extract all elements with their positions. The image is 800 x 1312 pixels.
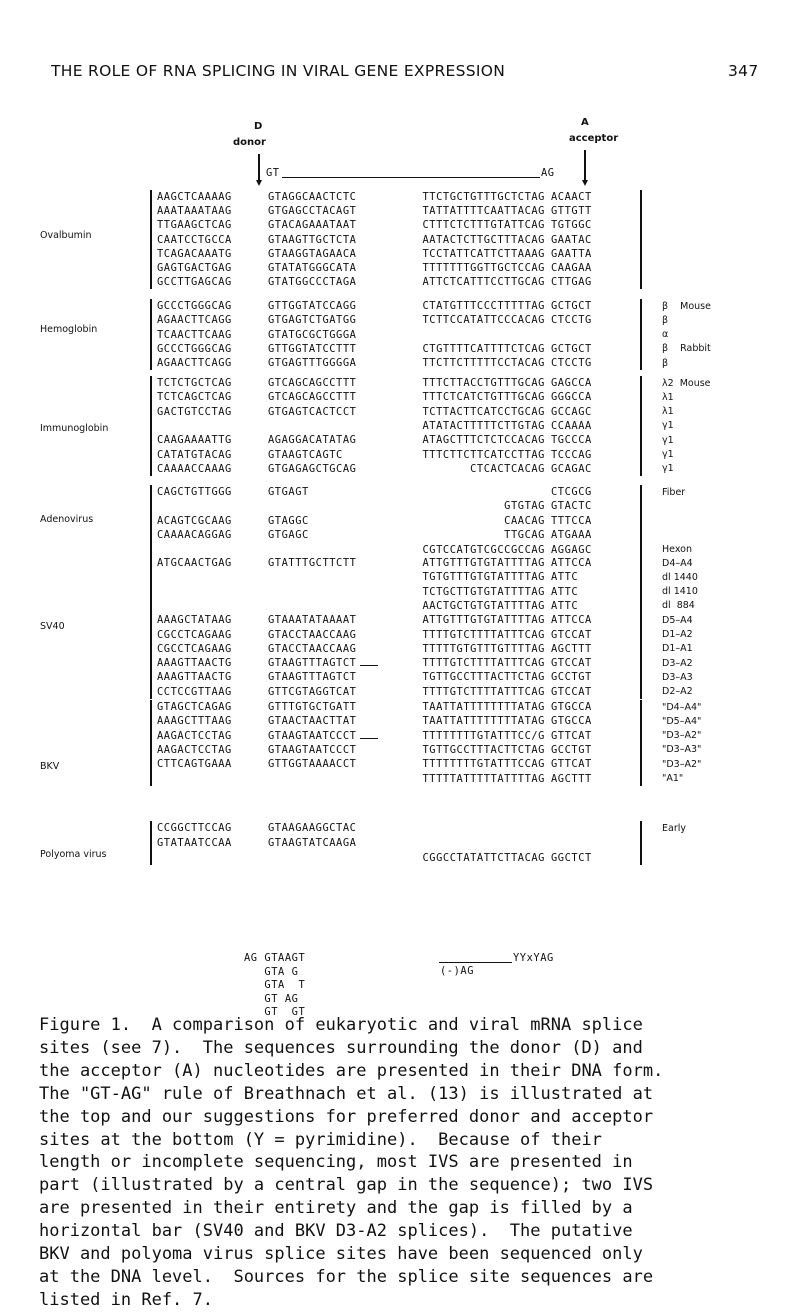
intron-acceptor-seq: TTTTGTCTTTTATTTCAG <box>422 657 545 670</box>
row-note: β <box>662 314 669 326</box>
exon-donor-seq: CAATCCTGCCA <box>157 233 232 246</box>
donor-label: donor <box>233 137 266 148</box>
exon-acceptor-seq: GCTGCT <box>551 342 592 355</box>
intron-acceptor-seq: TTTTTTTTGTATTTCC/G <box>422 729 545 742</box>
exon-acceptor-seq: ATTC <box>551 585 579 598</box>
intron-donor-seq: GTAGGCAACTCTC <box>268 191 357 203</box>
full-intron-bar <box>360 738 378 739</box>
exon-donor-seq: AAATAAATAAG <box>157 205 232 218</box>
exon-acceptor-seq: ATTC <box>551 599 579 612</box>
exon-donor-seq: TCAACTTCAAG <box>157 328 232 341</box>
row-note: "D5–A4" <box>662 715 702 727</box>
exon-donor-seq: TTGAAGCTCAG <box>157 219 232 232</box>
exon-donor-seq: GCCCTGGGCAG <box>157 342 232 355</box>
row-note: "D4–A4" <box>662 701 702 713</box>
exon-donor-seq: CAAAACCAAAG <box>157 462 232 475</box>
exon-donor-seq: AGAACTTCAGG <box>157 357 232 370</box>
consensus-donor-line: GT GT <box>244 1006 306 1019</box>
intron-donor-seq: GTTGGTAAAACCT <box>268 758 357 771</box>
exon-donor-seq: CAAGAAAATTG <box>157 434 232 447</box>
exon-acceptor-seq: ACAACT <box>551 191 592 203</box>
intron-acceptor-seq: TTTTGTCTTTTATTTCAG <box>422 685 545 698</box>
intron-acceptor-seq: TTTCTTACCTGTTTGCAG <box>422 377 545 389</box>
exon-acceptor-seq: GAATAC <box>551 233 592 246</box>
intron-acceptor-seq: TTTTTTTGGTTGCTCCAG <box>422 262 545 274</box>
intron-acceptor-seq: TCTTACTTCATCCTGCAG <box>422 405 545 418</box>
group-right-bracket <box>640 700 642 786</box>
row-note: β Rabbit <box>662 343 711 355</box>
intron-acceptor-seq: TATTATTTTCAATTACAG <box>422 205 545 218</box>
intron-acceptor-seq: CTTTCTCTTTGTATTCAG <box>422 219 545 232</box>
intron-donor-seq: GTACAGAAATAAT <box>268 219 357 232</box>
row-note: dl 1410 <box>662 586 698 598</box>
exon-donor-seq: CGCCTCAGAAG <box>157 642 232 655</box>
intron-acceptor-seq: TTTTTTTTGTATTTCCAG <box>422 758 545 771</box>
exon-acceptor-seq: GTACTC <box>551 500 592 513</box>
row-note: γ1 <box>662 449 674 460</box>
intron-donor-seq: GTAGGC <box>268 514 309 527</box>
group-right-bracket <box>640 376 642 476</box>
row-note: Early <box>662 822 686 834</box>
intron-donor-seq: GTAAGTCAGTC <box>268 448 343 461</box>
exon-donor-seq: GTATAATCCAA <box>157 836 232 849</box>
row-note: D4–A4 <box>662 557 693 569</box>
group-label: SV40 <box>40 621 65 632</box>
exon-acceptor-seq: TGCCCA <box>551 434 592 447</box>
intron-acceptor-seq: ATATACTTTTTCTTGTAG <box>422 419 545 432</box>
exon-donor-seq: GTAGCTCAGAG <box>157 701 232 713</box>
exon-acceptor-seq: AGCTTT <box>551 642 592 655</box>
group-right-bracket <box>640 821 642 865</box>
exon-acceptor-seq: CAAGAA <box>551 262 592 274</box>
consensus-acceptor-bottom: (-)AG <box>440 965 475 977</box>
intron-acceptor-seq: TTGCAG <box>504 529 545 542</box>
intron-donor-seq: GTACCTAACCAAG <box>268 642 357 655</box>
intron-donor-seq: GTGAGC <box>268 529 309 542</box>
exon-acceptor-seq: GAGCCA <box>551 377 592 389</box>
group-left-bracket <box>150 485 152 557</box>
intron-acceptor-seq: TTTCTCATCTGTTTGCAG <box>422 391 545 404</box>
consensus-donor-line: AG GTAAGT <box>244 952 306 964</box>
exon-acceptor-seq: CTCCTG <box>551 314 592 327</box>
group-left-bracket <box>150 700 152 786</box>
intron-acceptor-seq: TTCTTCTTTTTCCTACAG <box>422 357 545 370</box>
row-note: β Mouse <box>662 300 711 312</box>
row-note: "D3–A2" <box>662 730 702 742</box>
ag-label: AG <box>541 167 555 179</box>
intron-donor-seq: GTCAGCAGCCTTT <box>268 391 357 404</box>
intron-acceptor-seq: TTTTTGTGTTTGTTTTAG <box>422 642 545 655</box>
intron-acceptor-seq: ATTGTTTGTGTATTTTAG <box>422 614 545 627</box>
exon-donor-seq: GCCCTGGGCAG <box>157 300 232 312</box>
intron-acceptor-seq: TAATTATTTTTTTTATAG <box>422 701 545 713</box>
intron-donor-seq: GTAAGTATCAAGA <box>268 836 357 849</box>
row-note: D3–A2 <box>662 657 693 669</box>
intron-acceptor-seq: ATTCTCATTTCCTTGCAG <box>422 276 545 289</box>
intron-donor-seq: AGAGGACATATAG <box>268 434 357 447</box>
exon-donor-seq: AAGCTCAAAAG <box>157 191 232 203</box>
row-note: γ1 <box>662 463 674 475</box>
intron-donor-seq: GTGAGTTTGGGGA <box>268 357 357 370</box>
intron-acceptor-seq: CTATGTTTCCCTTTTTAG <box>422 300 545 312</box>
consensus-donor-line: GTA T <box>244 979 306 992</box>
intron-acceptor-seq: TGTTGCCTTTACTTCTAG <box>422 671 545 684</box>
row-note: α <box>662 329 669 341</box>
intron-donor-seq: GTAAGTAATCCCT <box>268 743 357 756</box>
intron-acceptor-seq: ATAGCTTTCTCTCCACAG <box>422 434 545 447</box>
intron-donor-seq: GTATGGCCCTAGA <box>268 276 357 289</box>
intron-acceptor-seq: TCTGCTTGTGTATTTTAG <box>422 585 545 598</box>
group-left-bracket <box>150 376 152 476</box>
group-label: Hemoglobin <box>40 324 98 335</box>
exon-acceptor-seq: ATGAAA <box>551 529 592 542</box>
intron-donor-seq: GTGAGAGCTGCAG <box>268 462 357 475</box>
group-left-bracket <box>150 190 152 289</box>
exon-acceptor-seq: GCCTGT <box>551 671 592 684</box>
row-note: γ1 <box>662 434 674 446</box>
intron-donor-seq: GTAAATATAAAAT <box>268 614 357 627</box>
row-note: Fiber <box>662 486 686 498</box>
row-note: λ1 <box>662 391 674 403</box>
figure-caption: Figure 1. A comparison of eukaryotic and viral mRNA splice sites (see 7). The sequences surrounding the donor (D) and the acceptor (A) nucleotides are presented in their DNA form. The "GT-AG" rule of Breathnach et al. (13) is illustrated at the top and our suggestions for preferred donor and acceptor sites at the bottom (Y = pyrimidine). Because of their length or incomplete sequencing, most IVS are presented in part (illustrated by a central gap in the sequence); two IVS are presented in their entirety and the gap is filled by a horizontal bar (SV40 and BKV D3-A2 splices). The putative BKV and polyoma virus splice sites have been sequenced only at the DNA level. Sources for the splice site sequences are listed in Ref. 7. <box>39 1015 664 1310</box>
row-note: γ1 <box>662 420 674 432</box>
exon-donor-seq: CAAAACAGGAG <box>157 529 232 542</box>
group-left-bracket <box>150 556 152 699</box>
row-note: D1–A1 <box>662 643 693 655</box>
row-note: D3–A3 <box>662 671 693 683</box>
exon-acceptor-seq: ATTC <box>551 571 579 584</box>
row-note: dl 1440 <box>662 571 698 583</box>
exon-acceptor-seq: ATTCCA <box>551 614 592 627</box>
group-label: BKV <box>40 761 60 772</box>
exon-acceptor-seq: CTTGAG <box>551 276 592 289</box>
group-right-bracket <box>640 299 642 370</box>
exon-acceptor-seq: GGGCCA <box>551 391 592 404</box>
intron-donor-seq: GTTTGTGCTGATT <box>268 701 357 713</box>
intron-donor-seq: GTCAGCAGCCTTT <box>268 377 357 389</box>
row-note: "D3–A3" <box>662 744 702 756</box>
exon-acceptor-seq: TCCCAG <box>551 448 592 461</box>
exon-donor-seq: CAGCTGTTGGG <box>157 486 232 498</box>
exon-donor-seq: CCTCCGTTAAG <box>157 685 232 698</box>
group-right-bracket <box>640 190 642 289</box>
intron-acceptor-seq: ATTGTTTGTGTATTTTAG <box>422 557 545 569</box>
intron-acceptor-seq: TGTGTTTGTGTATTTTAG <box>422 571 545 584</box>
intron-acceptor-seq: CGGCCTATATTCTTACAG <box>422 851 545 864</box>
row-note: D2–A2 <box>662 686 693 698</box>
group-label: Immunoglobin <box>40 423 109 434</box>
intron-acceptor-seq: TTTCTTCTTCATCCTTAG <box>422 448 545 461</box>
row-note: "D3–A2" <box>662 758 702 770</box>
exon-acceptor-seq: AGCTTT <box>551 772 592 785</box>
group-right-bracket <box>640 485 642 557</box>
intron-acceptor-seq: TTCTGCTGTTTGCTCTAG <box>422 191 545 203</box>
intron-donor-seq: GTTCGTAGGTCAT <box>268 685 357 698</box>
intron-acceptor-seq: CTCACTCACAG <box>470 462 545 475</box>
exon-acceptor-seq: GCCAGC <box>551 405 592 418</box>
exon-acceptor-seq: GTTGTT <box>551 205 592 218</box>
exon-acceptor-seq: ATTCCA <box>551 557 592 569</box>
exon-acceptor-seq: TTTCCA <box>551 514 592 527</box>
exon-donor-seq: TCAGACAAATG <box>157 247 232 260</box>
exon-acceptor-seq: AGGAGC <box>551 543 592 556</box>
group-label: Adenovirus <box>40 514 94 525</box>
intron-donor-seq: GTAACTAACTTAT <box>268 715 357 728</box>
row-note: "A1" <box>662 773 684 784</box>
exon-acceptor-seq: GCCTGT <box>551 743 592 756</box>
intron-donor-seq: GTATTTGCTTCTT <box>268 557 357 569</box>
running-header: THE ROLE OF RNA SPLICING IN VIRAL GENE EXPRESSION <box>51 62 506 80</box>
exon-donor-seq: AGAACTTCAGG <box>157 314 232 327</box>
exon-acceptor-seq: CCAAAA <box>551 419 592 432</box>
intron-donor-seq: GTGAGT <box>268 486 309 498</box>
exon-acceptor-seq: GTCCAT <box>551 685 592 698</box>
consensus-donor-line: GT AG <box>244 992 299 1005</box>
intron-acceptor-seq: CGTCCATGTCGCCGCCAG <box>422 543 545 556</box>
intron-acceptor-seq: TCCTATTCATTCTTAAAG <box>422 247 545 260</box>
page-number: 347 <box>728 62 759 80</box>
row-note: Hexon <box>662 544 692 556</box>
intron-acceptor-seq: GTGTAG <box>504 500 545 513</box>
intron-donor-seq: GTGAGCCTACAGT <box>268 205 357 218</box>
row-note: λ1 <box>662 406 674 418</box>
intron-donor-seq: GTTGGTATCCTTT <box>268 342 357 355</box>
exon-donor-seq: CGCCTCAGAAG <box>157 628 232 641</box>
row-note: β <box>662 357 669 369</box>
intron-donor-seq: GTATGCGCTGGGA <box>268 328 357 341</box>
acceptor-arrow-line <box>584 150 586 180</box>
row-note: dl 884 <box>662 600 695 612</box>
exon-acceptor-seq: CTCGCG <box>551 486 592 498</box>
donor-letter: D <box>254 121 263 132</box>
intron-acceptor-seq: AACTGCTGTGTATTTTAG <box>422 599 545 612</box>
intron-acceptor-seq: CAACAG <box>504 514 545 527</box>
gt-label: GT <box>266 167 280 179</box>
exon-donor-seq: TCTCTGCTCAG <box>157 377 232 389</box>
intron-donor-seq: GTAAGGTAGAACA <box>268 247 357 260</box>
acceptor-arrow-head <box>582 180 588 186</box>
intron-donor-seq: GTATATGGGCATA <box>268 262 357 274</box>
group-label: Polyoma virus <box>40 849 107 860</box>
donor-arrow-line <box>258 154 260 180</box>
exon-donor-seq: AAAGTTAACTG <box>157 657 232 670</box>
exon-acceptor-seq: GCTGCT <box>551 300 592 312</box>
exon-donor-seq: CCGGCTTCCAG <box>157 822 232 834</box>
intron-donor-seq: GTACCTAACCAAG <box>268 628 357 641</box>
exon-donor-seq: AAAGCTTTAAG <box>157 715 232 728</box>
intron-acceptor-seq: TAATTATTTTTTTTATAG <box>422 715 545 728</box>
gt-ag-rule-bar <box>282 177 540 178</box>
acceptor-label: acceptor <box>569 133 619 144</box>
intron-donor-seq: GTAAGTTTAGTCT <box>268 657 357 670</box>
exon-acceptor-seq: GAATTA <box>551 247 592 260</box>
full-intron-bar <box>360 665 378 666</box>
row-note: D5–A4 <box>662 614 693 626</box>
exon-acceptor-seq: GTTCAT <box>551 729 592 742</box>
exon-acceptor-seq: GTCCAT <box>551 628 592 641</box>
donor-arrow-head <box>256 180 262 186</box>
intron-donor-seq: GTTGGTATCCAGG <box>268 300 357 312</box>
intron-donor-seq: GTGAGTCACTCCT <box>268 405 357 418</box>
exon-donor-seq: AAGACTCCTAG <box>157 729 232 742</box>
exon-acceptor-seq: GTGCCA <box>551 701 592 713</box>
exon-donor-seq: GACTGTCCTAG <box>157 405 232 418</box>
exon-donor-seq: AAAGTTAACTG <box>157 671 232 684</box>
acceptor-letter: A <box>581 117 589 128</box>
intron-acceptor-seq: AATACTCTTGCTTTACAG <box>422 233 545 246</box>
exon-donor-seq: GCCTTGAGCAG <box>157 276 232 289</box>
exon-acceptor-seq: CTCCTG <box>551 357 592 370</box>
exon-acceptor-seq: GCAGAC <box>551 462 592 475</box>
intron-acceptor-seq: TTTTTATTTTTATTTTAG <box>422 772 545 785</box>
intron-donor-seq: GTAAGTTGCTCTA <box>268 233 357 246</box>
exon-donor-seq: TCTCAGCTCAG <box>157 391 232 404</box>
consensus-acceptor-top: YYxYAG <box>513 952 554 964</box>
group-left-bracket <box>150 299 152 370</box>
exon-acceptor-seq: GTTCAT <box>551 758 592 771</box>
exon-acceptor-seq: GTGCCA <box>551 715 592 728</box>
group-right-bracket <box>640 556 642 699</box>
intron-acceptor-seq: TGTTGCCTTTACTTCTAG <box>422 743 545 756</box>
intron-donor-seq: GTAAGTAATCCCT <box>268 729 357 742</box>
intron-acceptor-seq: TTTTGTCTTTTATTTCAG <box>422 628 545 641</box>
exon-acceptor-seq: GGCTCT <box>551 851 592 864</box>
consensus-donor-line: GTA G <box>244 965 299 978</box>
exon-donor-seq: ATGCAACTGAG <box>157 557 232 569</box>
exon-donor-seq: AAGACTCCTAG <box>157 743 232 756</box>
consensus-acceptor-bar <box>439 962 512 963</box>
group-left-bracket <box>150 821 152 865</box>
intron-acceptor-seq: CTGTTTTCATTTTCTCAG <box>422 342 545 355</box>
row-note: λ2 Mouse <box>662 377 711 389</box>
intron-donor-seq: GTAAGAAGGCTAC <box>268 822 357 834</box>
intron-donor-seq: GTGAGTCTGATGG <box>268 314 357 327</box>
exon-acceptor-seq: GTCCAT <box>551 657 592 670</box>
exon-donor-seq: ACAGTCGCAAG <box>157 514 232 527</box>
intron-acceptor-seq: TCTTCCATATTCCCACAG <box>422 314 545 327</box>
row-note: D1–A2 <box>662 629 693 640</box>
intron-donor-seq: GTAAGTTTAGTCT <box>268 671 357 684</box>
group-label: Ovalbumin <box>40 230 92 241</box>
exon-donor-seq: AAAGCTATAAG <box>157 614 232 627</box>
exon-donor-seq: CTTCAGTGAAA <box>157 758 232 771</box>
exon-donor-seq: GAGTGACTGAG <box>157 262 232 274</box>
exon-donor-seq: CATATGTACAG <box>157 448 232 461</box>
exon-acceptor-seq: TGTGGC <box>551 219 592 232</box>
